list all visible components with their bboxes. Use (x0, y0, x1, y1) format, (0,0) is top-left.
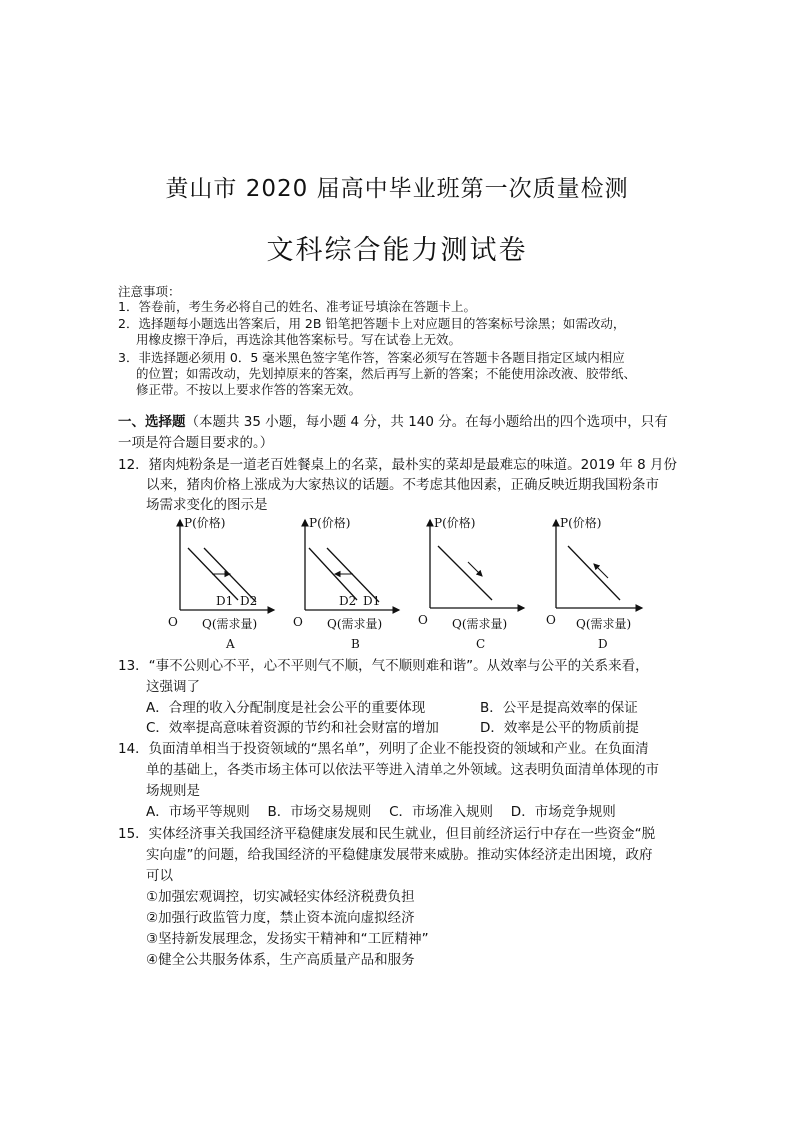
x-axis-label: Q(需求量) (327, 617, 383, 631)
q13-option-a: A．合理的收入分配制度是社会公平的重要体现 (146, 700, 426, 716)
y-axis-label: P(价格) (560, 516, 602, 530)
demand-curve (438, 546, 492, 600)
section-head: 一、选择题 (118, 414, 186, 430)
note-line: 修正带。不按以上要求作答的答案无效。 (136, 382, 362, 397)
q15-stem-line: 实向虚”的问题，给我国经济的平稳健康发展带来威胁。推动实体经济走出困境，政府 (146, 847, 653, 863)
q15-item: ①加强宏观调控，切实减轻实体经济税费负担 (146, 889, 415, 905)
q13-option-b: B．公平是提高效率的保证 (480, 700, 638, 716)
q15-stem-line: 可以 (146, 868, 173, 884)
q13-option-c: C．效率提高意味着资源的节约和社会财富的增加 (146, 720, 439, 736)
graph-a (162, 512, 282, 658)
note-line: 用橡皮擦干净后，再选涂其他答案标号。写在试卷上无效。 (136, 332, 462, 347)
curve-label: D2 (240, 594, 258, 608)
move-arrow-down (468, 562, 482, 576)
x-axis-label: Q(需求量) (202, 617, 258, 631)
q15-item: ④健全公共服务体系，生产高质量产品和服务 (146, 952, 415, 968)
origin-label: O (418, 613, 428, 627)
curve-label: D1 (216, 594, 234, 608)
origin-label: O (546, 613, 556, 627)
q15-item: ③坚持新发展理念，发扬实干精神和“工匠精神” (146, 931, 429, 947)
graph-letter: C (476, 637, 486, 651)
note-line: 3．非选择题必须用 0．5 毫米黑色签字笔作答，答案必须写在答题卡各题目指定区域内相应 (118, 350, 625, 365)
section-heading (118, 412, 668, 432)
notes-heading: 注意事项： (118, 284, 181, 299)
section-desc-line: 一项是符合题目要求的。） (118, 435, 274, 451)
curve-label: D2 (339, 594, 357, 608)
note-line: 2．选择题每小题选出答案后，用 2B 铅笔把答题卡上对应题目的答案标号涂黑；如需改动， (118, 316, 626, 331)
q14-stem-line: 14．负面清单相当于投资领域的“黑名单”，列明了企业不能投资的领域和产业。在负面清 (118, 741, 649, 757)
graph-b (287, 512, 407, 658)
graph-letter: D (598, 637, 608, 651)
note-line: 1．答卷前，考生务必将自己的姓名、准考证号填涂在答题卡上。 (118, 299, 476, 314)
origin-label: O (168, 615, 178, 629)
q15-stem-line: 15．实体经济事关我国经济平稳健康发展和民生就业，但目前经济运行中存在一些资金“脱 (118, 826, 656, 842)
y-axis-label: P(价格) (434, 516, 476, 530)
q13-stem-line: 13．“事不公则心不平，心不平则气不顺，气不顺则难和谐”。从效率与公平的关系来看， (118, 658, 649, 674)
graph-d (538, 512, 658, 658)
exam-subtitle: 文科综合能力测试卷 (266, 235, 528, 266)
y-axis-label: P(价格) (184, 516, 226, 530)
q15-item: ②加强行政监管力度，禁止资本流向虚拟经济 (146, 910, 415, 926)
q14-stem-line: 场规则是 (146, 783, 200, 799)
graph-c (412, 512, 532, 658)
graph-letter: B (351, 637, 360, 651)
note-line: 的位置；如需改动，先划掉原来的答案，然后再写上新的答案；不能使用涂改液、胶带纸、 (136, 366, 637, 381)
q12-stem-line: 场需求变化的图示是 (146, 497, 268, 513)
origin-label: O (293, 615, 303, 629)
q13-stem-line: 这强调了 (146, 679, 200, 695)
x-axis-label: Q(需求量) (576, 617, 632, 631)
x-axis-label: Q(需求量) (452, 617, 508, 631)
graph-letter: A (226, 637, 235, 651)
section-desc: （本题共 35 小题，每小题 4 分，共 140 分。在每小题给出的四个选项中，只有 (185, 414, 668, 430)
demand-curve (568, 546, 620, 600)
y-axis-label: P(价格) (309, 516, 351, 530)
exam-title: 黄山市 2020 届高中毕业班第一次质量检测 (165, 176, 629, 202)
q14-options: A．市场平等规则 B．市场交易规则 C．市场准入规则 D．市场竞争规则 (146, 804, 616, 820)
q14-stem-line: 单的基础上，各类市场主体可以依法平等进入清单之外领域。这表明负面清单体现的市 (146, 762, 659, 778)
q13-option-d: D．效率是公平的物质前提 (480, 720, 639, 736)
q12-stem-line: 12．猪肉炖粉条是一道老百姓餐桌上的名菜，最朴实的菜却是最难忘的味道。2019 年 8 月份 (118, 457, 677, 473)
q12-stem-line: 以来，猪肉价格上涨成为大家热议的话题。不考虑其他因素，正确反映近期我国粉条市 (146, 477, 659, 493)
curve-label: D1 (363, 594, 381, 608)
